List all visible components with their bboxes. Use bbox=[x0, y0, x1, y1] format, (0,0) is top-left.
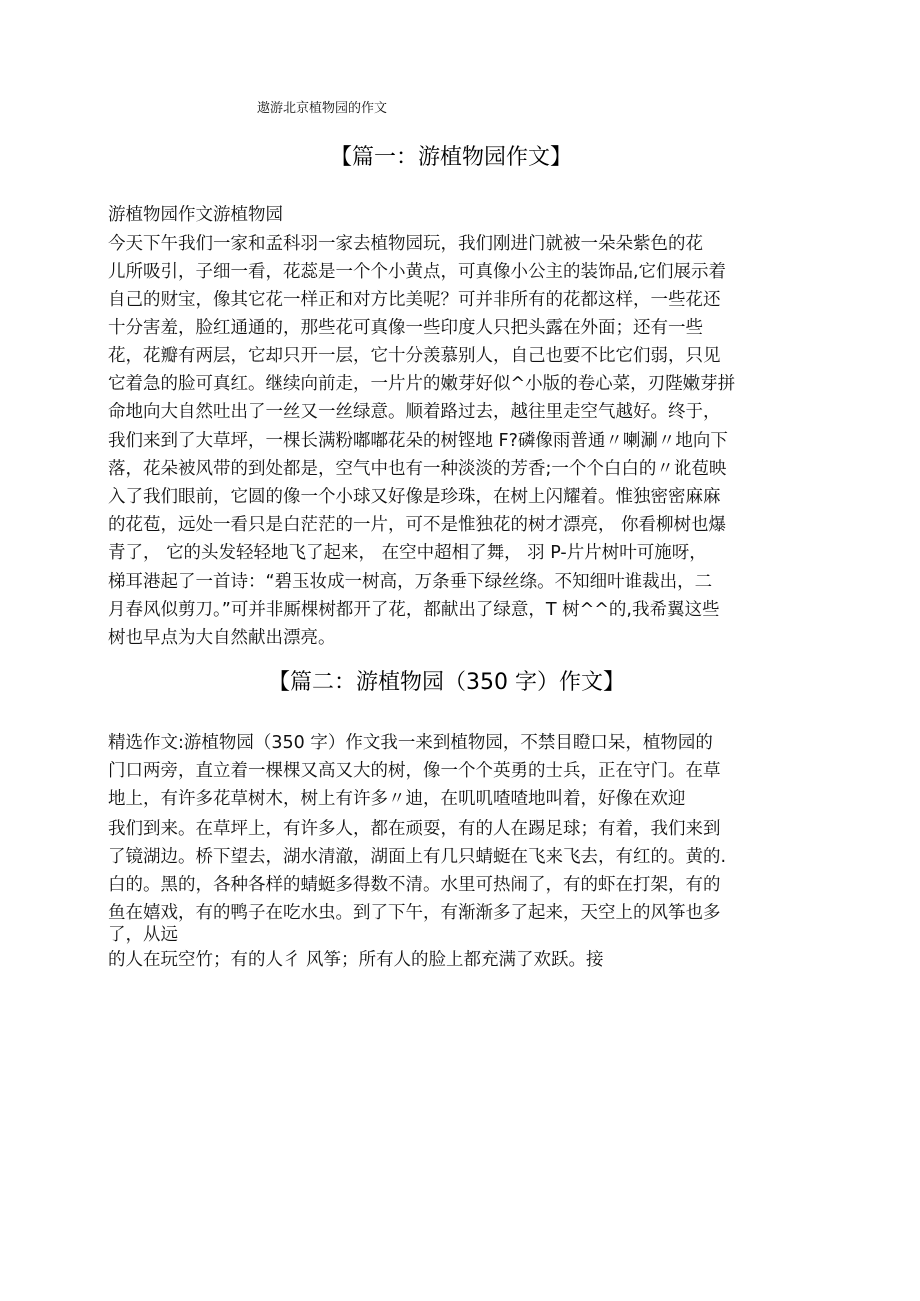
section-1-line: 月春风似剪刀。”可并非厮棵树都开了花，都献出了绿意，T 树^^的,我希翼这些 bbox=[108, 600, 720, 620]
section-1-line: 梯耳港起了一首诗：“碧玉妆成一树高，万条垂下绿丝绦。不知细叶谁裁出，二 bbox=[108, 572, 713, 592]
section-2-line: 白的。黑的，各种各样的蜻蜓多得数不清。水里可热闹了，有的虾在打架，有的 bbox=[108, 875, 721, 895]
section-2-line: 精选作文:游植物园（350 字）作文我一来到植物园，不禁目瞪口呆，植物园的 bbox=[108, 733, 713, 753]
section-2-line: 了镜湖边。桥下望去，湖水清澈，湖面上有几只蜻蜓在飞来飞去，有红的。黄的. bbox=[108, 847, 727, 867]
section-2-line: 地上，有许多花草树木，树上有许多〃迪，在叽叽喳喳地叫着，好像在欢迎 bbox=[108, 789, 686, 809]
section-2-line: 鱼在嬉戏，有的鸭子在吃水虫。到了下午，有渐渐多了起来，天空上的风筝也多 bbox=[108, 903, 721, 923]
section-1-line: 它着急的脸可真红。继续向前走，一片片的嫩芽好似^小版的卷心菜，刃陛嫩芽拼 bbox=[108, 374, 736, 394]
section-1-line: 十分害羞，脸红通通的，那些花可真像一些印度人只把头露在外面；还有一些 bbox=[108, 318, 703, 338]
section-1-line: 的花苞，远处一看只是白茫茫的一片，可不是惟独花的树才漂亮， 你看柳树也爆 bbox=[108, 515, 727, 535]
section-1-line: 命地向大自然吐出了一丝又一丝绿意。顺着路过去，越往里走空气越好。终于， bbox=[108, 402, 721, 422]
section-2-line: 门口两旁，直立着一棵棵又高又大的树，像一个个英勇的士兵，正在守门。在草 bbox=[108, 761, 721, 781]
section-2-heading: 【篇二：游植物园（350 字）作文】 bbox=[268, 670, 625, 695]
section-2-line: 了，从远 bbox=[108, 925, 178, 945]
section-1-line: 落，花朵被风带的到处都是，空气中也有一种淡淡的芳香;一个个白白的〃讹苞映 bbox=[108, 459, 727, 479]
section-1-line: 青了， 它的头发轻轻地飞了起来， 在空中超相了舞， 羽 P-片片树叶可施呀， bbox=[108, 543, 707, 563]
section-1-line: 游植物园作文游植物园 bbox=[108, 205, 283, 225]
document-title: 遨游北京植物园的作文 bbox=[257, 101, 388, 116]
section-1-line: 花，花瓣有两层，它却只开一层，它十分羡慕别人，自己也要不比它们弱，只见 bbox=[108, 346, 721, 366]
section-1-line: 我们来到了大草坪，一棵长满粉嘟嘟花朵的树铿地 F?磷像雨普通〃喇涮〃地向下 bbox=[108, 431, 728, 451]
section-1-line: 自己的财宝，像其它花一样正和对方比美呢？可并非所有的花都这样，一些花还 bbox=[108, 290, 721, 310]
section-2-line: 我们到来。在草坪上，有许多人，都在顽耍，有的人在踢足球；有着，我们来到 bbox=[108, 819, 721, 839]
section-1-heading: 【篇一：游植物园作文】 bbox=[330, 145, 573, 170]
section-1-line: 今天下午我们一家和孟科羽一家去植物园玩，我们刚进门就被一朵朵紫色的花 bbox=[108, 234, 703, 254]
section-1-line: 树也早点为大自然献出漂亮。 bbox=[108, 628, 336, 648]
section-1-line: 入了我们眼前，它圆的像一个小球又好像是珍珠，在树上闪耀着。惟独密密麻麻 bbox=[108, 487, 721, 507]
section-1-line: 儿所吸引，子细一看，花蕊是一个个小黄点，可真像小公主的装饰品,它们展示着 bbox=[108, 262, 727, 282]
section-2-line: 的人在玩空竹；有的人彳 风筝；所有人的脸上都充满了欢跃。接 bbox=[108, 950, 604, 970]
